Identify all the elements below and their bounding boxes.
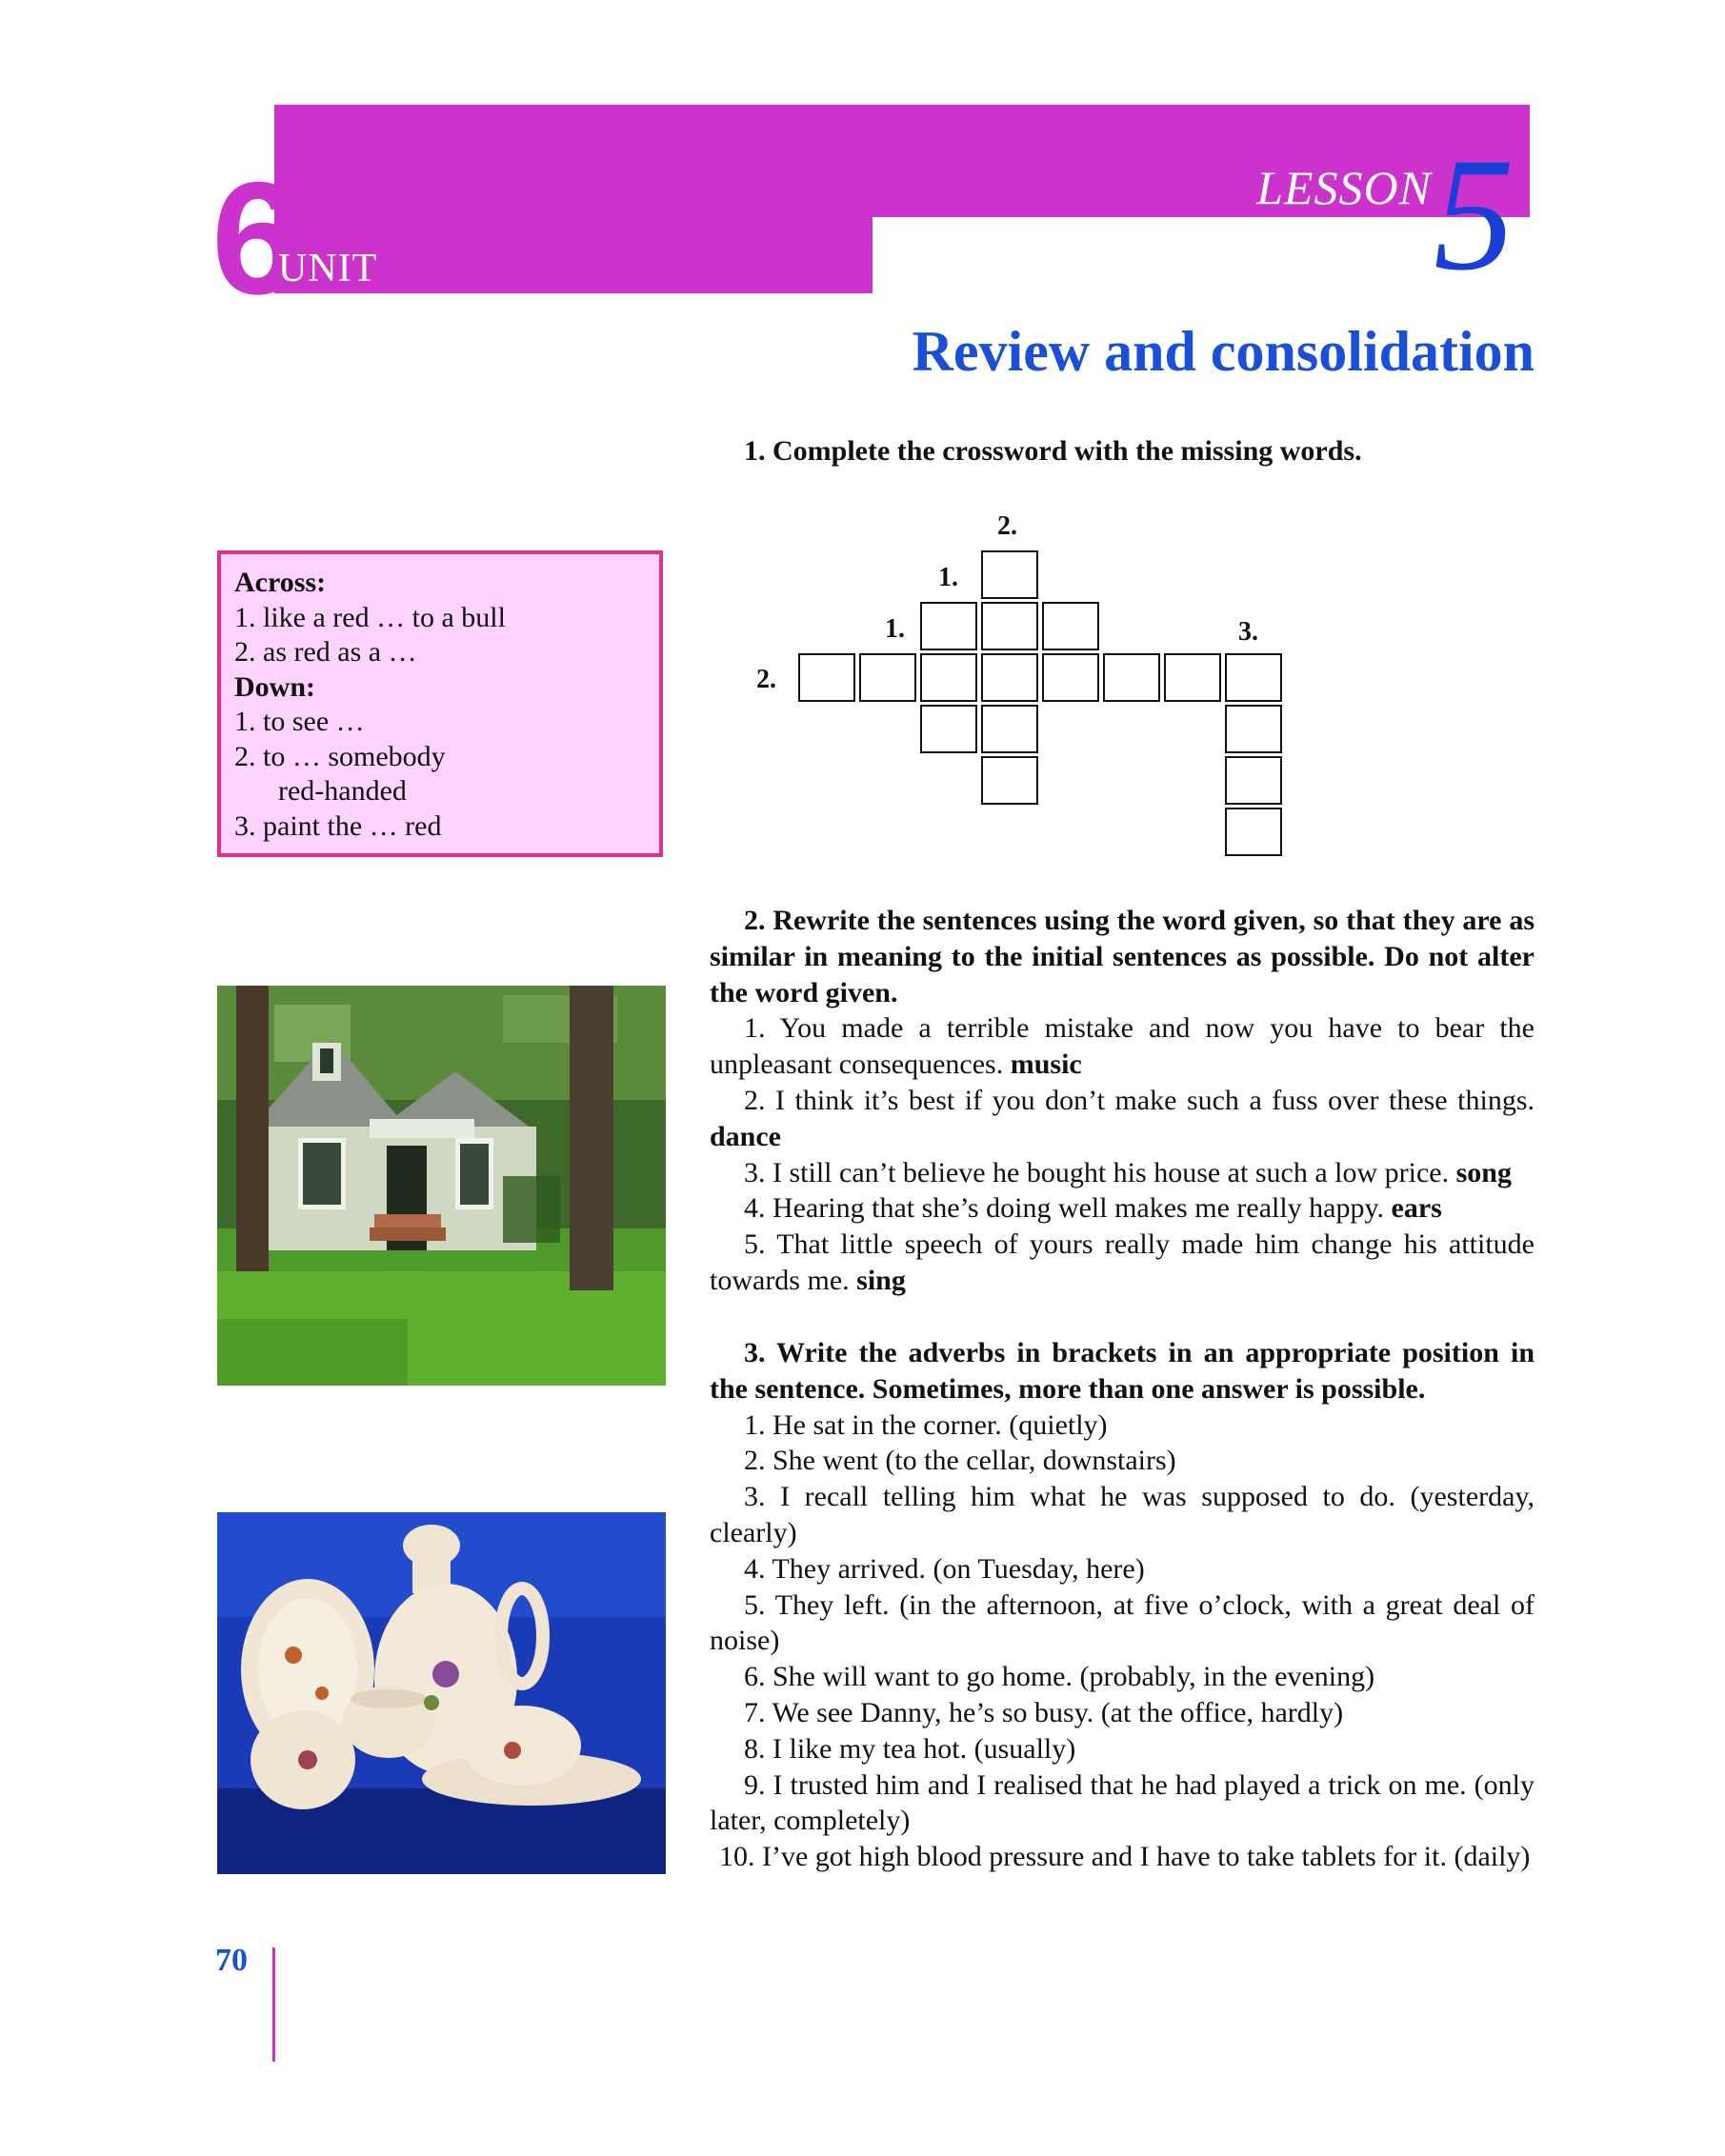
crossword-cell[interactable]: [920, 705, 977, 753]
exercise-2: [710, 903, 1534, 1299]
down-clue: 2. to … somebody: [234, 740, 446, 772]
exercise-3-item: 8. I like my tea hot. (usually): [744, 1732, 1076, 1765]
key-word: dance: [710, 1120, 781, 1152]
crossword-cell[interactable]: [1225, 653, 1282, 702]
page-number: 70: [215, 1943, 248, 1978]
down-heading: Down:: [234, 670, 316, 703]
crossword-cell[interactable]: [981, 653, 1038, 702]
key-word: ears: [1391, 1192, 1442, 1225]
crossword-cell[interactable]: [981, 756, 1038, 805]
down-clue: 3. paint the … red: [234, 809, 442, 842]
exercise-3-item: 9. I trusted him and I realised that he had played a trick on me. (only later, completely): [710, 1768, 1534, 1837]
crossword-cell[interactable]: [920, 653, 977, 702]
crossword-cell[interactable]: [859, 653, 916, 702]
exercise-2-instruction: 2. Rewrite the sentences using the word given, so that they are as similar in meaning to the initial sentences as possible. Do not alter the word given.: [710, 905, 1534, 1008]
crossword-cell[interactable]: [798, 653, 855, 702]
clue-number-label: 1.: [938, 563, 958, 592]
exercise-2-item: 3. I still can’t believe he bought his house at such a low price. song: [744, 1156, 1512, 1188]
page-title: Review and consolidation: [912, 320, 1534, 383]
crossword-cell[interactable]: [1042, 653, 1099, 702]
clue-number-label: 2.: [756, 665, 776, 694]
key-word: sing: [856, 1264, 906, 1296]
key-word: song: [1455, 1156, 1512, 1188]
exercise-3-item: 7. We see Danny, he’s so busy. (at the office, hardly): [744, 1696, 1344, 1728]
crossword-cell[interactable]: [1103, 653, 1160, 702]
crossword-cell[interactable]: [1225, 756, 1282, 805]
crossword-cell[interactable]: [1225, 808, 1282, 856]
house-photo: [217, 986, 666, 1386]
exercise-2-item: 5. That little speech of yours really made him change his attitude towards me. sing: [710, 1228, 1534, 1296]
unit-label: UNIT: [278, 247, 378, 290]
key-word: music: [1010, 1048, 1082, 1081]
exercise-3-item: 4. They arrived. (on Tuesday, here): [744, 1552, 1145, 1585]
across-clue: 2. as red as a …: [234, 636, 417, 668]
across-heading: Across:: [234, 567, 327, 598]
exercise-2-item: 1. You made a terrible mistake and now you have to bear the unpleasant consequences. music: [710, 1012, 1534, 1081]
clue-number-label: 1.: [885, 614, 905, 644]
crossword-cell[interactable]: [1164, 653, 1221, 702]
exercise-3-item: 10. I’ve got high blood pressure and I have to take tablets for it. (daily): [719, 1841, 1531, 1873]
page-number-rule: [272, 1947, 275, 2062]
clue-number-label: 2.: [997, 511, 1017, 541]
crossword-cell[interactable]: [981, 602, 1038, 650]
crossword-cell[interactable]: [1042, 602, 1099, 650]
crossword-cell[interactable]: [1225, 705, 1282, 753]
crossword-cell[interactable]: [920, 602, 977, 650]
exercise-3-item: 6. She will want to go home. (probably, in the evening): [744, 1661, 1375, 1693]
crossword-clues-box: [217, 550, 663, 857]
exercise-1-instruction: 1. Complete the crossword with the missing words.: [744, 435, 1362, 467]
exercise-3-item: 1. He sat in the corner. (quietly): [744, 1408, 1108, 1441]
tea-set-photo: [217, 1512, 666, 1874]
crossword-cell[interactable]: [981, 550, 1038, 599]
exercise-1: [710, 433, 1534, 469]
lesson-number: 5: [1434, 125, 1514, 304]
crossword-cell[interactable]: [981, 705, 1038, 753]
exercise-2-item: 4. Hearing that she’s doing well makes me really happy. ears: [744, 1192, 1442, 1225]
clue-number-label: 3.: [1238, 617, 1258, 647]
exercise-3-instruction: 3. Write the adverbs in brackets in an appropriate position in the sentence. Sometimes, more than one answer is possible.: [710, 1337, 1534, 1405]
exercise-3-item: 2. She went (to the cellar, downstairs): [744, 1445, 1176, 1477]
lesson-label: LESSON: [1256, 161, 1432, 214]
exercise-3: [710, 1335, 1534, 1875]
across-clue: 1. like a red … to a bull: [234, 601, 506, 633]
exercise-3-item: 5. They left. (in the afternoon, at five o’clock, with a great deal of noise): [710, 1588, 1534, 1657]
unit-number: 6: [211, 149, 299, 328]
down-clue: 1. to see …: [234, 706, 365, 737]
down-clue-continued: red-handed: [278, 775, 407, 807]
exercise-2-item: 2. I think it’s best if you don’t make such a fuss over these things. dance: [710, 1084, 1534, 1152]
exercise-3-item: 3. I recall telling him what he was supposed to do. (yesterday, clearly): [710, 1481, 1534, 1548]
